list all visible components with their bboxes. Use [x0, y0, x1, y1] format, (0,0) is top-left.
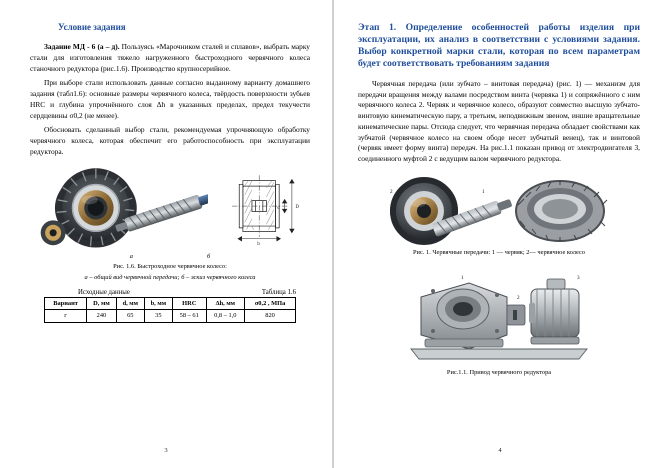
page-number-left: 3 — [164, 447, 168, 454]
figure-1-1-callout-1: 1 — [461, 275, 464, 282]
table-header-cell: HRC — [172, 297, 206, 310]
table-cell: 820 — [245, 310, 296, 323]
figure-1-caption: Рис. 1. Червячные передачи: 1 — червяк; 2— червячное колесо — [413, 248, 585, 256]
table-cell: 240 — [87, 310, 117, 323]
left-paragraph-3: Обосновать сделанный выбор стали, рекомендуемая упрочняющую обработку червячного колеса, которая обеспечит его работоспособность при эксплуатации редуктора. — [30, 125, 310, 156]
left-paragraph-1: Задание МД - 6 (а – д). Пользуясь «Марочником сталей и сплавов», выбрать марку стали для изготовления тяжело нагруженного быстроходного червячного колеса станочного редуктора (рис.1.6). Производство крупносерийное. — [30, 42, 310, 73]
table-cell: 65 — [116, 310, 144, 323]
table-header-cell: d, мм — [116, 297, 144, 310]
table-title-row — [44, 289, 296, 296]
worm-drive-assembly — [399, 263, 599, 367]
left-page-heading: Условие задания — [58, 22, 126, 32]
table-cell: 0,8 – 1,0 — [206, 310, 245, 323]
table-header-cell: Вариант — [45, 297, 87, 310]
table-header-cell: D, мм — [87, 297, 117, 310]
figure-1-1-callout-2: 2 — [517, 295, 520, 302]
table-row — [45, 310, 296, 323]
figure-1-1-callout-3: 3 — [577, 275, 580, 282]
table-header-cell: b, мм — [144, 297, 172, 310]
table-right-label: Таблица 1.6 — [261, 288, 296, 296]
figure-1-1 — [358, 263, 640, 378]
dim-label-D: D — [295, 204, 299, 210]
table-header-row — [45, 297, 296, 310]
figure-1-6-caption-line1: Рис. 1.6. Быстроходное червячное колесо: — [113, 263, 227, 271]
page-left — [0, 0, 332, 468]
page-number-right: 4 — [498, 447, 502, 454]
initial-data-table — [44, 297, 296, 323]
worm-gear-photo — [30, 164, 208, 250]
left-paragraph-2: При выборе стали использовать данные согласно выданному варианту домашнего задания (табл1.6): основные размеры червячного колеса, твёрдость поверхности зубьев HRC и глубина упрочнённого слоя Δh в указанных пределах, предел текучести сердцевины σ0,2 (не менее). — [30, 78, 310, 120]
figure-1-6 — [30, 164, 310, 283]
figure-1-1-caption: Рис.1.1. Привод червячного редуктора — [446, 369, 552, 377]
right-page-heading: Этап 1. Определение особенностей работы изделия при эксплуатации, их анализ в соответствии с условиями задания. Выбор конкретной марки стали, которая по всем параметрам будет соответствовать требованиям задания — [358, 22, 640, 69]
figure-sublabel-a: а — [129, 252, 133, 260]
figure-1-6-row — [30, 164, 310, 250]
figure-1 — [358, 171, 640, 258]
right-paragraph-1: Червячная передача (или зубчато – винтовая передача) (рис. 1) — механизм для передачи вращения между валами посредством винта (червяка 1) и сопряжённого с ним червячного колеса 2. Червяк и червячное колесо, образуют совместно высшую зубчато-винтовую кинематическую пару, а третьим, неподвижным звеном, иншие вращательные кинематические пары. Отсюда следует, что червячная передача обладает свойствами как зубчатой (червячное колесо на своем ободе несет зубчатый венец), так и винтовой (червяк имеет форму винта) передач. На рис.1.1 показан привод от электродвигателя 3, соединенного муфтой 2 с ведущим валом червячного редуктора. — [358, 78, 640, 164]
table-cell: г — [45, 310, 87, 323]
worm-wheel-drawing — [212, 164, 310, 250]
dim-label-b: b — [257, 241, 260, 247]
table-cell: 35 — [144, 310, 172, 323]
page-right — [334, 0, 666, 468]
table-header-cell: σ0,2 , МПа — [245, 297, 296, 310]
figure-sublabel-b: б — [206, 252, 211, 260]
figure-1-6-caption-line2: а – общий вид червячной передачи; б – эскиз червячного колеса — [84, 273, 256, 281]
dim-label-d: d — [277, 205, 280, 211]
table-header-cell: Δh, мм — [206, 297, 245, 310]
table-left-label: Исходные данные — [78, 288, 130, 296]
figure-1-callout-2: 2 — [390, 188, 393, 195]
table-cell: 58 – 61 — [172, 310, 206, 323]
figure-1-callout-1: 1 — [482, 188, 485, 195]
worm-pair-photos — [370, 171, 628, 247]
